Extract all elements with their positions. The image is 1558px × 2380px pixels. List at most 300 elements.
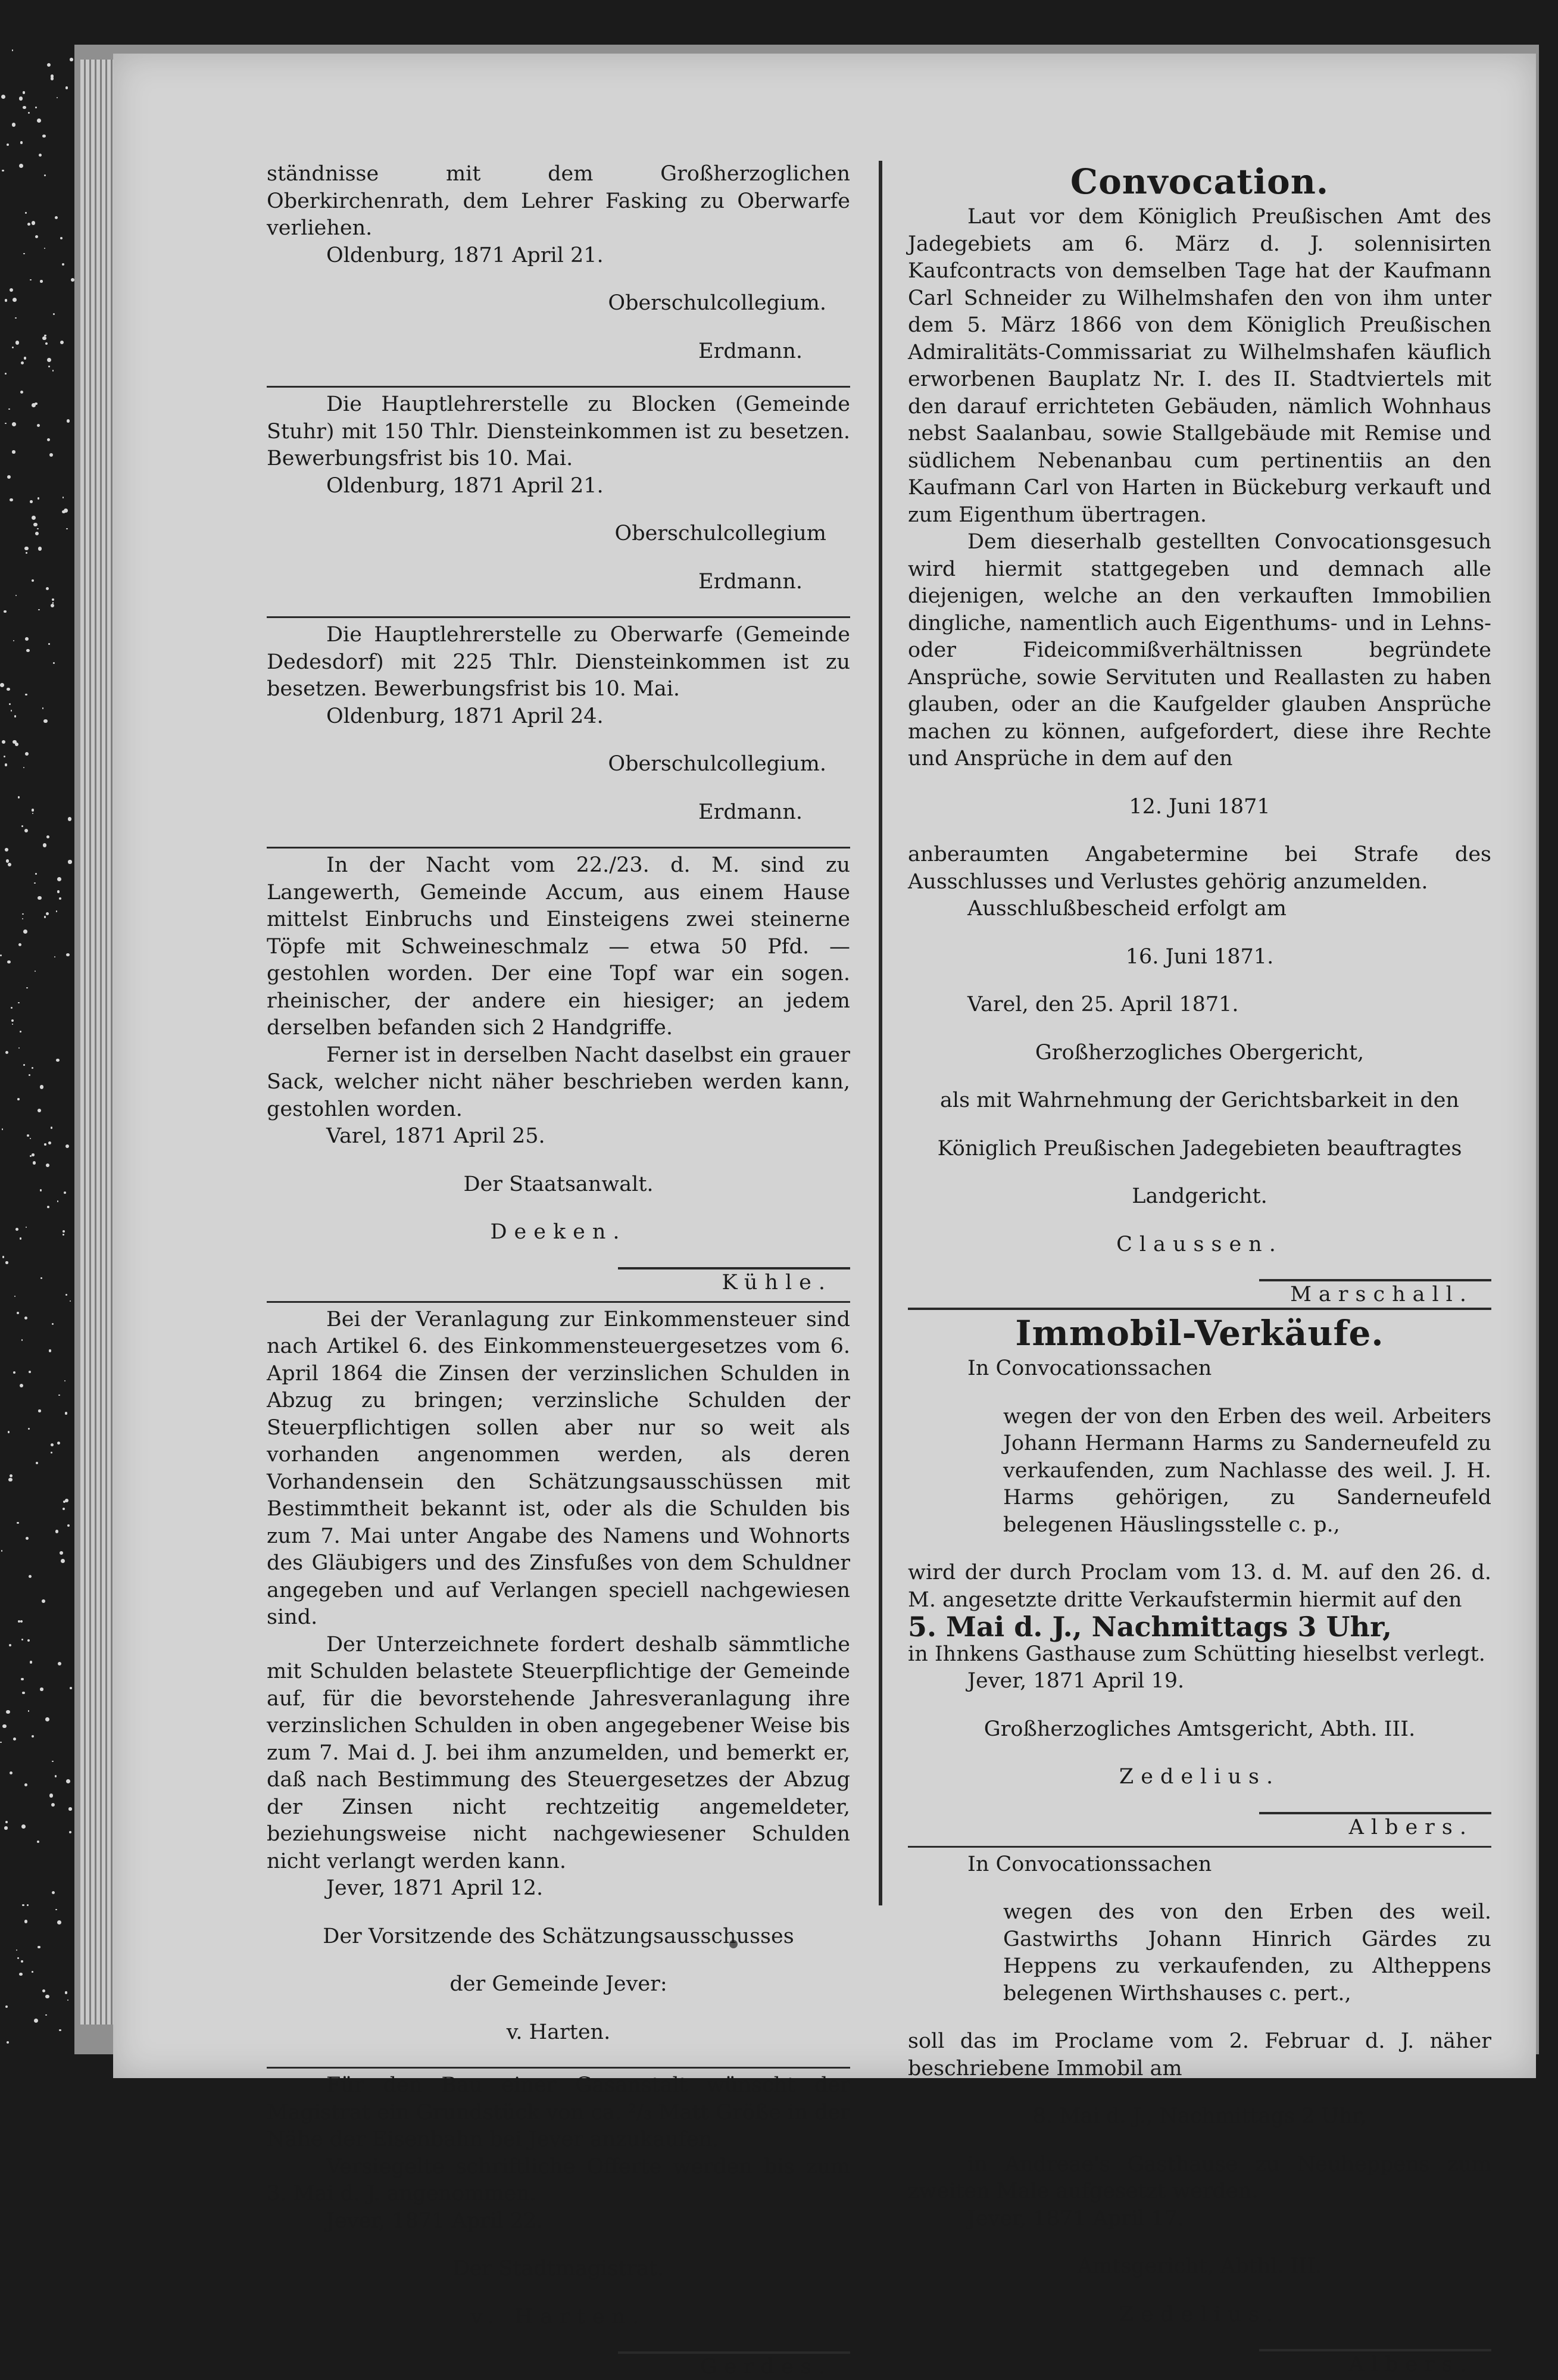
place-date: Jever, 1871 April 12. — [326, 1876, 544, 1900]
countersignature: Gerdes. — [618, 2351, 850, 2380]
paper-speck — [7, 475, 11, 479]
paper-speck — [5, 299, 7, 301]
paper-speck — [70, 1300, 71, 1302]
paper-speck — [28, 1710, 30, 1712]
paper-speck — [10, 288, 13, 292]
right-column — [908, 161, 1491, 2378]
paper-speck — [26, 649, 29, 652]
paper-speck — [27, 1639, 30, 1642]
paper-speck — [2, 1256, 5, 1258]
paper-speck — [22, 913, 24, 915]
paper-speck — [24, 1920, 28, 1923]
notice-text: wegen der von den Erben des weil. Arbeiters Johann Hermann Harms zu Sanderneufeld zu verkaufenden, zum Nachlasse des weil. J. H. Harms gehörigen, zu Sanderneufeld belegenen Häuslingsstelle c. p., — [1003, 1404, 1491, 1537]
paper-speck — [63, 1230, 65, 1233]
paper-speck — [2, 1724, 7, 1729]
paper-speck — [40, 1085, 44, 1089]
paper-speck — [57, 1920, 61, 1924]
paper-speck — [17, 1957, 19, 1959]
paper-speck — [63, 1234, 64, 1235]
paper-speck — [27, 1904, 29, 1906]
paper-speck — [55, 1775, 57, 1777]
paper-speck — [26, 1227, 27, 1228]
paper-speck — [26, 1537, 29, 1540]
paper-speck — [27, 223, 30, 226]
separator — [267, 386, 850, 388]
paper-speck — [58, 1395, 60, 1396]
paper-speck — [25, 694, 27, 695]
paper-speck — [21, 1824, 26, 1829]
paper-speck — [47, 438, 50, 441]
notice-text: Dem dieserhalb gestellten Convocationsgesuch wird hiermit stattgegeben und demnach alle diejenigen, welche an den verkauften Immobilien dingliche, namentlich auch Eigenthums- und in Lehns- oder Fideicommißverhältnissen begründete Ansprüche, sowie Servituten und Reallasten zu haben glauben, oder an die Kaufgelder glauben Ansprüche machen zu können, aufgefordert, diese ihre Rechte und Ansprüche in dem auf den — [908, 530, 1491, 771]
authority: Der Stadtmagistrat. — [452, 2257, 664, 2281]
paper-speck — [26, 552, 27, 554]
signature: Erdmann. — [698, 339, 803, 363]
paper-speck — [28, 1428, 30, 1430]
paper-speck — [19, 96, 23, 100]
paper-speck — [52, 370, 54, 371]
paper-speck — [43, 719, 48, 723]
paper-speck — [63, 497, 64, 498]
paper-speck — [18, 1002, 20, 1004]
paper-speck — [35, 532, 39, 535]
paper-speck — [47, 1206, 49, 1208]
signature: Deeken. — [490, 1220, 627, 1244]
paper-speck — [32, 221, 35, 224]
paper-speck — [19, 164, 23, 168]
paper-speck — [69, 1831, 71, 1833]
separator — [267, 1301, 850, 1303]
place-date: Jever, 1871 April 17. — [967, 2206, 1185, 2231]
separator — [267, 616, 850, 618]
paper-speck — [14, 1296, 15, 1297]
paper-speck — [46, 912, 49, 915]
notice-convocation — [908, 161, 1491, 1308]
notice-text: wird der durch Proclam vom 13. d. M. auf den 26. d. M. angesetzte dritte Verkaufstermin hiermit auf den — [908, 1561, 1491, 1612]
separator — [267, 847, 850, 849]
court-name: Großherzogliches Obergericht, — [1035, 1040, 1365, 1065]
paper-speck — [24, 829, 28, 832]
paper-speck — [4, 1826, 7, 1829]
paper-speck — [5, 423, 6, 424]
paper-speck — [29, 1575, 32, 1578]
paper-speck — [40, 1277, 42, 1279]
separator — [908, 1846, 1491, 1848]
paper-speck — [2, 740, 5, 744]
paper-speck — [44, 335, 46, 336]
paper-speck — [25, 752, 29, 756]
court-name: Großherzogliches Amtsgericht, Abth. III. — [983, 1717, 1416, 1741]
notice-text: wegen des von den Erben des weil. Gastwirths Johann Hinrich Gärdes zu Heppens zu verkaufenden, zu Altheppens belegenen Wirthshauses c. pert., — [1003, 1900, 1491, 2005]
notice-text: Bei der Veranlagung zur Einkommensteuer sind nach Artikel 6. des Einkommensteuergesetzes vom 6. April 1864 die Zinsen der verzinslichen Schulden in Abzug zu bringen; verzinsliche Schulden der Steuerpflichtigen sollen aber nur so weit als vorhanden angenommen werden, als deren Vorhandensein den Schätzungsausschüssen mit Bestimmtheit bekannt ist, oder als die Schulden bis zum 7. Mai unter Angabe des Namens und Wohnorts des Gläubigers und des Zinsfußes von dem Schuldner angegeben und auf Verlangen speciell nachgewiesen sind. — [267, 1307, 850, 1629]
place-date: Jever, 1871 April 19. — [967, 1669, 1185, 1693]
paper-speck — [29, 1371, 31, 1373]
date-line: 16. Juni 1871. — [1125, 944, 1274, 969]
paper-speck — [56, 910, 57, 912]
notice-text: soll das im Proclame vom 2. Februar d. J. näher beschriebene Immobil am — [908, 2029, 1491, 2080]
notice-text: Die Hauptlehrerstelle zu Blocken (Gemeinde Stuhr) mit 150 Thlr. Diensteinkommen ist zu besetzen. Bewerbungsfrist bis 10. Mai. — [267, 392, 850, 470]
paper-speck — [21, 1339, 23, 1341]
paper-speck — [18, 943, 21, 946]
authority: Der Vorsitzende des Schätzungsausschusses — [323, 1924, 794, 1948]
paper-speck — [67, 1524, 70, 1527]
paper-speck — [57, 1442, 61, 1445]
notice-text: In Convocationssachen — [967, 1852, 1212, 1876]
paper-speck — [33, 1161, 36, 1165]
paper-speck — [18, 1047, 20, 1049]
paper-speck — [15, 1228, 18, 1231]
paper-speck — [33, 523, 37, 526]
countersignature: Marschall. — [1259, 1279, 1491, 1308]
paper-speck — [51, 604, 54, 607]
section-heading: Convocation. — [1070, 161, 1329, 202]
paper-speck — [17, 1098, 20, 1100]
paper-speck — [11, 1007, 13, 1009]
paper-speck — [23, 91, 26, 94]
paper-speck — [30, 1138, 31, 1139]
paper-speck — [12, 347, 14, 348]
paper-speck — [32, 516, 36, 520]
paper-speck — [30, 279, 31, 280]
paper-speck — [18, 796, 20, 798]
paper-speck — [10, 498, 13, 501]
paper-speck — [44, 174, 46, 177]
paper-speck — [40, 280, 42, 282]
paper-speck — [64, 509, 68, 513]
paper-speck — [54, 956, 55, 957]
paper-speck — [57, 890, 60, 893]
paper-speck — [12, 123, 15, 126]
paper-speck — [61, 1559, 65, 1563]
paper-speck — [1, 95, 5, 99]
paper-speck — [53, 662, 55, 664]
paper-speck — [44, 1143, 46, 1145]
paper-speck — [4, 756, 5, 757]
paper-speck — [62, 263, 64, 266]
paper-speck — [42, 1989, 46, 1993]
paper-speck — [21, 1639, 23, 1640]
paper-speck — [0, 1742, 2, 1743]
notice-text: Die Hauptlehrerstelle zu Oberwarfe (Gemeinde Dedesdorf) mit 225 Thlr. Diensteinkommen ist zu besetzen. Bewerbungsfrist bis 10. Mai. — [267, 623, 850, 701]
section-heading: Immobil-Verkäufe. — [908, 1308, 1491, 1354]
signature: Zedelius. — [1119, 1765, 1281, 1789]
date-line: 12. Juni 1871 — [1129, 794, 1270, 819]
paper-speck — [13, 640, 14, 641]
paper-speck — [48, 366, 50, 367]
notice-text: ständnisse mit dem Großherzoglichen Oberkirchenrath, dem Lehrer Fasking zu Oberwarfe verliehen. — [267, 162, 850, 240]
paper-speck — [20, 141, 23, 144]
paper-speck — [10, 1474, 13, 1477]
paper-speck — [20, 1620, 23, 1623]
paper-speck — [38, 896, 42, 900]
paper-speck — [11, 1019, 14, 1022]
court-name: Königlich Preußischen Jadegebieten beauftragtes — [937, 1136, 1462, 1161]
paper-speck — [5, 373, 7, 375]
paper-speck — [68, 860, 71, 863]
paper-speck — [45, 2014, 46, 2016]
paper-speck — [57, 97, 58, 98]
paper-speck — [63, 1508, 65, 1510]
signature: Erdmann. — [698, 569, 803, 594]
paper-speck — [17, 1312, 19, 1314]
court-name: als mit Wahrnehmung der Gerichtsbarkeit in den — [940, 1088, 1459, 1112]
paper-speck — [37, 1841, 39, 1843]
paper-speck — [38, 1409, 40, 1412]
paper-speck — [5, 2005, 8, 2008]
paper-speck — [11, 710, 13, 712]
paper-speck — [55, 1530, 59, 1533]
paper-speck — [70, 58, 73, 61]
paper-speck — [12, 450, 15, 453]
notice-text: In der Nacht vom 22./23. d. M. sind zu Langewerth, Gemeinde Accum, aus einem Hause mittelst Einbruchs und Einsteigens zwei steinerne Töpfe mit Schweineschmalz — etwa 50 Pfd. — gestohlen worden. Der eine Topf war ein sogen. rheinischer, der andere ein hiesiger; an jedem derselben befanden sich 2 Handgriffe. — [267, 853, 850, 1040]
paper-speck — [8, 1431, 10, 1433]
notice-text: Für den Bau einer Gasanstalt wünscht der Magistrat ein Grundstück von ca. ²/₃ Matt Größe in der Nähe der Eisenbahn bei Jever anzukaufen. — [267, 2073, 850, 2151]
paper-speck — [19, 1973, 23, 1976]
paper-speck — [55, 1909, 57, 1910]
separator — [267, 2067, 850, 2069]
paper-speck — [20, 1031, 21, 1033]
paper-speck — [21, 361, 24, 364]
paper-speck — [43, 843, 47, 847]
paper-speck — [37, 118, 41, 123]
paper-speck — [51, 1443, 54, 1446]
paper-speck — [34, 882, 36, 884]
countersignature: Kühle. — [618, 1267, 850, 1296]
paper-speck — [46, 835, 49, 838]
paper-speck — [35, 235, 38, 238]
paper-speck — [5, 763, 7, 766]
notice-sale-gaerdes — [908, 1851, 1491, 2378]
paper-speck — [12, 422, 16, 426]
paper-speck — [24, 357, 27, 360]
paper-speck — [7, 688, 10, 691]
paper-speck — [5, 1261, 8, 1264]
paper-speck — [38, 1109, 41, 1112]
paper-speck — [53, 313, 55, 315]
paper-speck — [47, 63, 51, 67]
paper-speck — [65, 1991, 68, 1994]
paper-speck — [47, 358, 51, 362]
paper-speck — [17, 1522, 19, 1524]
paper-speck — [49, 453, 53, 457]
paper-speck — [15, 743, 18, 746]
authority: Der Staatsanwalt. — [463, 1172, 654, 1196]
paper-speck — [8, 863, 12, 867]
notice-theft — [267, 852, 850, 1296]
paper-speck — [70, 1687, 72, 1689]
paper-speck — [6, 1710, 10, 1714]
paper-speck — [59, 897, 61, 900]
paper-speck — [52, 602, 54, 603]
notice-text: Versiegelte schriftliche Offerte werden bis zum 3. Mai d. J. angenommen. — [267, 2154, 850, 2206]
paper-speck — [30, 500, 32, 503]
paper-speck — [44, 916, 46, 918]
paper-speck — [29, 1074, 30, 1076]
paper-speck — [15, 341, 19, 344]
paper-speck — [30, 1661, 33, 1664]
paper-speck — [10, 1771, 13, 1774]
paper-speck — [59, 2029, 61, 2032]
paper-speck — [15, 317, 16, 319]
notice-text: Ferner ist in derselben Nacht daselbst ein grauer Sack, welcher nicht näher beschrieben werden kann, gestohlen worden. — [267, 1043, 850, 1121]
paper-speck — [2, 1128, 3, 1130]
auction-date: 5. Mai d. J., Nachmittags 3 Uhr, — [908, 1611, 1392, 1643]
auction-date: 8. Mai d. J., Nachmittags 2 Uhr, — [1032, 2104, 1367, 2128]
paper-speck — [46, 1164, 49, 1167]
signature: Claussen. — [1116, 1232, 1283, 1256]
paper-speck — [9, 703, 11, 705]
paper-speck — [32, 1971, 33, 1973]
paper-speck — [60, 237, 63, 239]
paper-speck — [32, 813, 33, 814]
left-column — [267, 161, 850, 2380]
paper-speck — [65, 1294, 67, 1296]
place-date: Varel, den 25. April 1871. — [967, 993, 1239, 1016]
paper-speck — [2, 170, 4, 172]
paper-speck — [5, 1821, 8, 1823]
paper-speck — [27, 1134, 29, 1137]
paper-speck — [7, 960, 11, 964]
paper-speck — [51, 77, 54, 80]
paper-speck — [67, 419, 70, 422]
paper-speck — [26, 987, 27, 988]
paper-speck — [52, 598, 54, 601]
paper-speck — [37, 424, 40, 427]
paper-speck — [20, 1237, 22, 1240]
notice-text: Laut vor dem Königlich Preußischen Amt des Jadegebiets am 6. März d. J. solennisirten Kaufcontracts von demselben Tage hat der Kaufmann Carl Schneider zu Wilhelmshafen den von ihm unter dem 5. März 1866 von dem Königlich Preußischen Admiralitäts-Commissariat zu Wilhelmshafen käuflich erworbenen Bauplatz Nr. I. des II. Stadtviertels mit den darauf errichteten Gebäuden, nämlich Wohnhaus nebst Saalanbau, sowie Stallgebäude mit Remise und südlichem Nebenanbau cum pertinentiis an den Kaufmann Carl von Harten in Bückeburg verkauft und zum Eigenthum übertragen. — [908, 205, 1491, 527]
paper-speck — [23, 767, 24, 768]
paper-speck — [5, 848, 8, 851]
paper-speck — [13, 1738, 16, 1740]
paper-speck — [1, 1550, 3, 1552]
paper-speck — [32, 809, 34, 811]
paper-speck — [12, 49, 14, 51]
notice-text: anberaumten Angabetermine bei Strafe des Ausschlusses und Verlustes gehörig anzumelden. — [908, 843, 1491, 894]
paper-speck — [42, 135, 45, 138]
paper-speck — [64, 1380, 66, 1382]
paper-speck — [65, 1412, 67, 1414]
paper-speck — [40, 1687, 43, 1691]
paper-speck — [6, 859, 9, 862]
paper-speck — [5, 1051, 8, 1054]
authority: Oberschulcollegium — [614, 522, 826, 545]
paper-speck — [22, 1692, 24, 1694]
paper-speck — [42, 336, 46, 341]
paper-speck — [13, 1371, 15, 1374]
signature: v. Harten. — [470, 2304, 647, 2329]
paper-speck — [52, 1891, 55, 1894]
paper-speck — [49, 1793, 54, 1798]
paper-speck — [25, 637, 29, 641]
paper-speck — [12, 1024, 13, 1025]
paper-speck — [35, 971, 36, 972]
paper-speck — [20, 391, 23, 394]
notice-income-tax — [267, 1306, 850, 2047]
paper-speck — [24, 547, 28, 550]
paper-speck — [8, 408, 10, 410]
paper-speck — [25, 212, 26, 213]
paper-speck — [58, 1662, 61, 1665]
paper-speck — [38, 497, 40, 500]
paper-speck — [51, 1127, 52, 1128]
signature: Erdmann. — [698, 800, 803, 824]
paper-speck — [21, 1960, 23, 1963]
notice-gasworks — [267, 2072, 850, 2380]
paper-speck — [39, 154, 42, 157]
notice-text: in Andreae's Gasthause zu Neuheppens zum zweiten Male aufgesetzt werden. — [908, 2152, 1491, 2203]
paper-speck — [45, 1717, 49, 1721]
notice-text: in Ihnkens Gasthause zum Schütting hieselbst verlegt. — [908, 1642, 1485, 1666]
paper-speck — [21, 1678, 24, 1681]
paper-speck — [65, 1144, 69, 1148]
paper-speck — [14, 715, 17, 718]
countersignature: Albers. — [1259, 1812, 1491, 1841]
paper-speck — [40, 1189, 42, 1191]
paper-speck — [45, 342, 48, 345]
paper-speck — [7, 144, 9, 146]
paper-speck — [16, 1949, 17, 1951]
signature: Zedelius. — [1119, 2302, 1281, 2326]
paper-speck — [0, 683, 4, 687]
paper-speck — [9, 1644, 11, 1646]
paper-speck — [32, 403, 36, 407]
paper-speck — [21, 825, 23, 827]
paper-speck — [23, 253, 25, 255]
paper-speck — [66, 528, 67, 529]
paper-speck — [44, 248, 45, 249]
paper-speck — [22, 918, 23, 919]
page-stack-edges — [80, 60, 116, 2025]
paper-speck — [0, 955, 2, 956]
paper-speck — [15, 595, 17, 596]
paper-speck — [51, 1452, 52, 1453]
paper-speck — [7, 2041, 9, 2044]
notice-oberwarfe-post — [267, 622, 850, 826]
paper-speck — [67, 2000, 68, 2001]
paper-speck — [35, 107, 36, 108]
countersignature: Albers. — [1259, 2349, 1491, 2378]
court-name: Landgericht. — [1132, 1184, 1267, 1208]
paper-speck — [55, 216, 58, 220]
paper-speck — [66, 953, 70, 957]
signature: v. Harten. — [506, 2020, 611, 2044]
paper-speck — [38, 609, 39, 610]
paper-speck — [32, 579, 34, 582]
place-date: Oldenburg, 1871 April 21. — [326, 473, 604, 498]
paper-speck — [60, 341, 64, 344]
paper-speck — [57, 1200, 59, 1202]
paper-speck — [42, 1599, 45, 1603]
paper-speck — [36, 1462, 38, 1464]
place-date: Jever, 1871 April 22. — [326, 2209, 544, 2233]
paper-speck — [65, 1499, 68, 1502]
paper-speck — [34, 2019, 38, 2023]
paper-speck — [51, 1803, 55, 1807]
place-date: Oldenburg, 1871 April 21. — [326, 243, 604, 267]
place-date: Varel, 1871 April 25. — [326, 1124, 545, 1148]
paper-speck — [37, 528, 38, 529]
paper-speck — [32, 1735, 34, 1738]
paper-speck — [8, 1478, 13, 1482]
paper-speck — [23, 106, 26, 110]
notice-oberwarfe-teacher — [267, 161, 850, 365]
paper-speck — [32, 1153, 34, 1156]
court-name: Amtsgericht, Abthl. III. — [1077, 2254, 1322, 2278]
paper-speck — [52, 1323, 54, 1325]
paper-speck — [35, 873, 37, 875]
paper-speck — [71, 278, 74, 282]
paper-speck — [46, 587, 49, 591]
notice-sale-harms — [908, 1355, 1491, 1841]
